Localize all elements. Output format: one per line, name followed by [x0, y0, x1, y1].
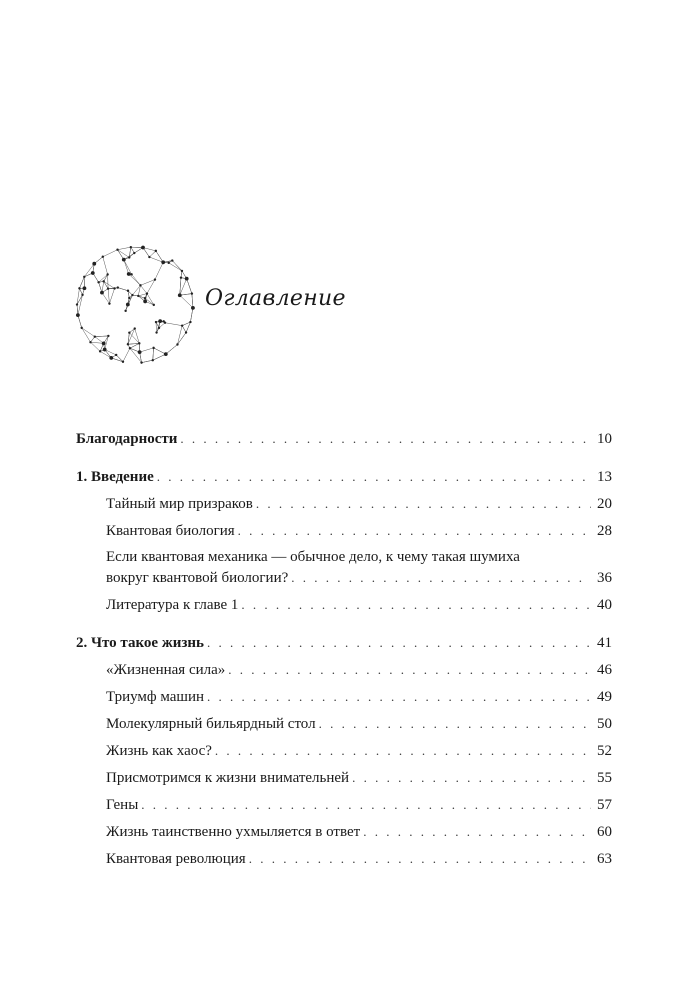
toc-page-number: 20 [597, 496, 612, 512]
toc-entry-title: Квантовая революция [106, 851, 246, 867]
toc-page-number: 55 [597, 770, 612, 786]
dot-leader [352, 769, 591, 786]
network-globe-icon [70, 240, 200, 370]
toc-page-number: 40 [597, 597, 612, 613]
toc-page-number: 10 [597, 431, 612, 447]
toc-page-number: 60 [597, 824, 612, 840]
page-title: Оглавление [205, 286, 346, 311]
toc-subsection-entry[interactable] [76, 823, 612, 841]
toc-subsection-entry[interactable] [76, 850, 612, 868]
toc-page-number: 52 [597, 743, 612, 759]
toc-entry-title: Если квантовая механика — обычное дело, к чему такая шумиха [106, 549, 520, 565]
dot-leader [241, 596, 591, 613]
toc-entry-title-continued: вокруг квантовой биологии? [106, 570, 289, 586]
toc-subsection-entry[interactable] [76, 742, 612, 760]
toc-page-number: 36 [597, 570, 612, 586]
toc-page-number: 41 [597, 635, 612, 651]
toc-entry-title: Гены [106, 797, 139, 813]
toc-subsection-entry[interactable] [76, 495, 612, 513]
toc-chapter-entry[interactable] [76, 634, 612, 652]
toc-section [76, 468, 612, 614]
toc-chapter-entry[interactable] [76, 468, 612, 486]
dot-leader [249, 850, 591, 867]
toc-subsection-entry[interactable] [76, 522, 612, 540]
toc-entry-title: 1. Введение [76, 469, 154, 485]
toc-subsection-entry[interactable] [76, 715, 612, 733]
toc-subsection-entry[interactable] [76, 769, 612, 787]
toc-page-number: 13 [597, 469, 612, 485]
dot-leader [157, 468, 591, 485]
dot-leader [291, 569, 591, 586]
dot-leader [228, 661, 591, 678]
toc-page-number: 50 [597, 716, 612, 732]
toc-section [76, 430, 612, 448]
toc-subsection-entry[interactable] [76, 549, 612, 587]
toc-entry-title: 2. Что такое жизнь [76, 635, 204, 651]
toc-chapter-entry[interactable] [76, 430, 612, 448]
toc-subsection-entry[interactable] [76, 596, 612, 614]
dot-leader [207, 634, 591, 651]
toc-page-number: 57 [597, 797, 612, 813]
dot-leader [256, 495, 591, 512]
toc-subsection-entry[interactable] [76, 688, 612, 706]
dot-leader [207, 688, 591, 705]
toc-page-number: 28 [597, 523, 612, 539]
dot-leader [215, 742, 591, 759]
dot-leader [141, 796, 591, 813]
toc-entry-title: Присмотримся к жизни внимательней [106, 770, 350, 786]
toc-entry-title: Жизнь как хаос? [106, 743, 212, 759]
toc-entry-title: Жизнь таинственно ухмыляется в ответ [106, 824, 361, 840]
toc-subsection-entry[interactable] [76, 661, 612, 679]
toc-entry-title: Тайный мир призраков [106, 496, 253, 512]
toc-entry-title: Молекулярный бильярдный стол [106, 716, 316, 732]
toc-section [76, 634, 612, 868]
dot-leader [180, 430, 591, 447]
toc-entry-title: «Жизненная сила» [106, 662, 226, 678]
toc-subsection-entry[interactable] [76, 796, 612, 814]
toc-page-number: 63 [597, 851, 612, 867]
toc-page-number: 49 [597, 689, 612, 705]
dot-leader [319, 715, 591, 732]
dot-leader [363, 823, 591, 840]
toc-entry-title: Благодарности [76, 431, 178, 447]
table-of-contents [76, 430, 612, 888]
toc-page-number: 46 [597, 662, 612, 678]
toc-entry-title: Триумф машин [106, 689, 205, 705]
dot-leader [238, 522, 591, 539]
toc-entry-title: Литература к главе 1 [106, 597, 239, 613]
toc-entry-title: Квантовая биология [106, 523, 235, 539]
